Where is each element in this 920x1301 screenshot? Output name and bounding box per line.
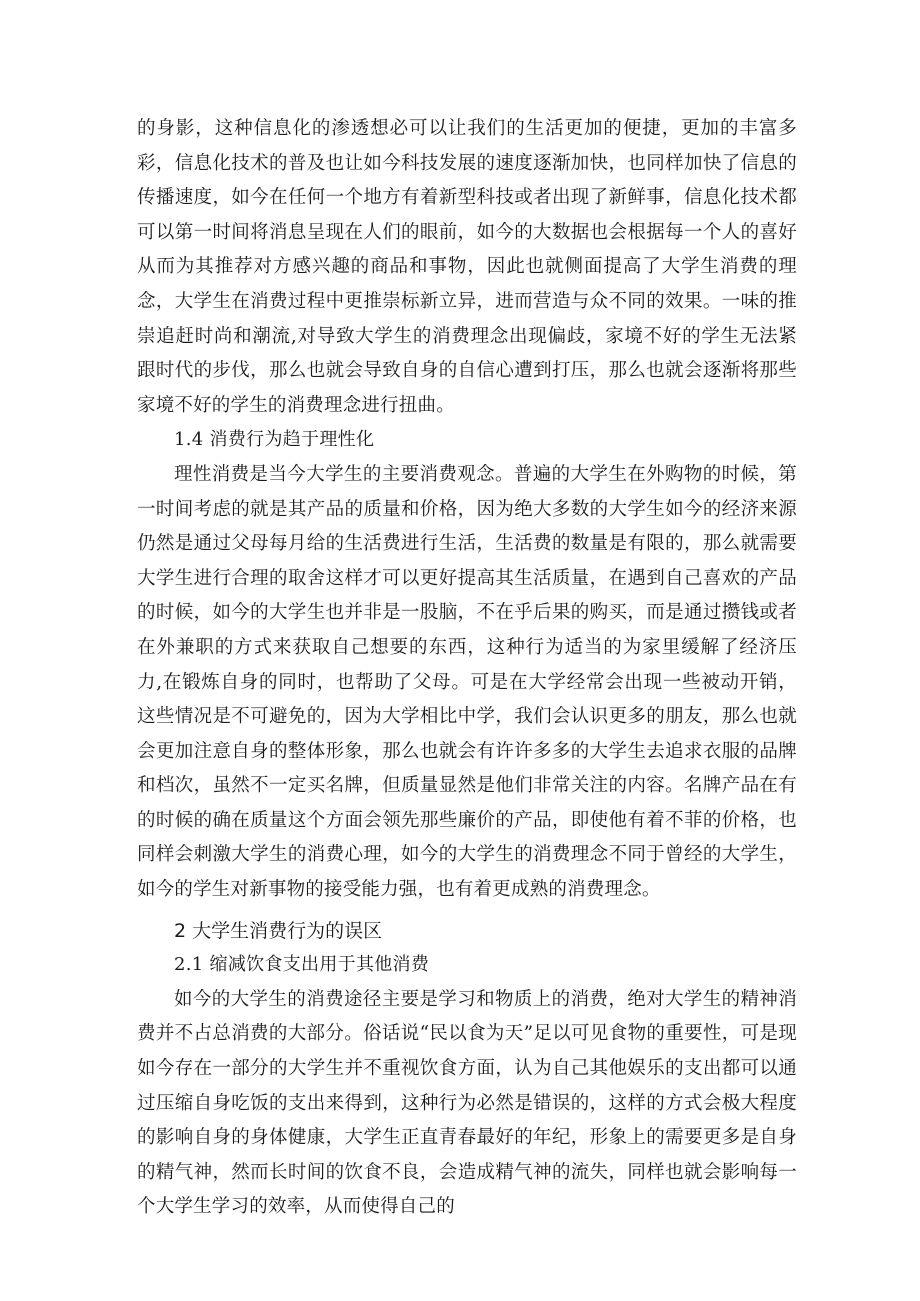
body-paragraph: 如今的大学生的消费途径主要是学习和物质上的消费，绝对大学生的精神消费并不占总消费的大部分。俗话说“民以食为天”足以可见食物的重要性，可是现如今存在一部分的大学生并不重视饮食方面，认为自己其他娱乐的支出都可以通过压缩自身吃饭的支出来得到，这种行为必然是错误的，这样的方式会极大程度的影响自身的身体健康，大学生正直青春最好的年纪，形象上的需要更多是自身的精气神，然而长时间的饮食不良，会造成精气神的流失，同样也就会影响每一个大学生学习的效率，从而使得自己的 — [137, 988, 797, 1218]
section-subheading: 1.4 消费行为趋于理性化 — [174, 429, 375, 451]
document-page — [137, 112, 797, 1225]
section-subheading: 2.1 缩减饮食支出用于其他消费 — [174, 954, 430, 976]
body-paragraph: 理性消费是当今大学生的主要消费观念。普遍的大学生在外购物的时候，第一时间考虑的就是其产品的质量和价格，因为绝大多数的大学生如今的经济来源仍然是通过父母每月给的生活费进行生活，生活费的数量是有限的，那么就需要大学生进行合理的取舍这样才可以更好提高其生活质量，在遇到自己喜欢的产品的时候，如今的大学生也并非是一股脑，不在乎后果的购买，而是通过攒钱或者在外兼职的方式来获取自己想要的东西，这种行为适当的为家里缓解了经济压力,在锻炼自身的同时，也帮助了父母。可是在大学经常会出现一些被动开销，这些情况是不可避免的，因为大学相比中学，我们会认识更多的朋友，那么也就会更加注意自身的整体形象，那么也就会有许许多多的大学生去追求衣服的品牌和档次，虽然不一定买名牌，但质量显然是他们非常关注的内容。名牌产品在有的时候的确在质量这个方面会领先那些廉价的产品，即使他有着不菲的价格，也同样会刺激大学生的消费心理，如今的大学生的消费理念不同于曾经的大学生，如今的学生对新事物的接受能力强，也有着更成熟的消费理念。 — [137, 463, 797, 901]
section-heading: 2 大学生消费行为的误区 — [174, 919, 383, 942]
body-paragraph: 的身影，这种信息化的渗透想必可以让我们的生活更加的便捷，更加的丰富多彩，信息化技术的普及也让如今科技发展的速度逐渐加快，也同样加快了信息的传播速度，如今在任何一个地方有着新型科技或者出现了新鲜事，信息化技术都可以第一时间将消息呈现在人们的眼前，如今的大数据也会根据每一个人的喜好从而为其推荐对方感兴趣的商品和事物，因此也就侧面提高了大学生消费的理念，大学生在消费过程中更推崇标新立异，进而营造与众不同的效果。一味的推崇追赶时尚和潮流,对导致大学生的消费理念出现偏歧，家境不好的学生无法紧跟时代的步伐，那么也就会导致自身的自信心遭到打压，那么也就会逐渐将那些家境不好的学生的消费理念进行扭曲。 — [137, 118, 797, 416]
